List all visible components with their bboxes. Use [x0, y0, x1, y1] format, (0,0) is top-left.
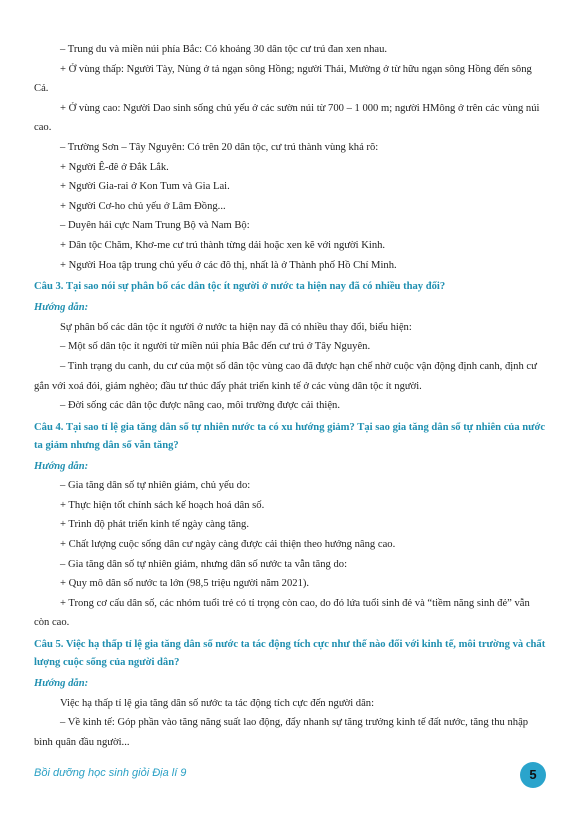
question-heading: Câu 5. Việc hạ thấp tỉ lệ gia tăng dân số nước ta tác động tích cực như thế nào đối với kinh tế, môi trường và chất lượng cuộc sống của người dân?	[34, 639, 546, 669]
body-paragraph: + Chất lượng cuộc sống dân cư ngày càng được cải thiện theo hướng nâng cao.	[60, 539, 396, 551]
body-paragraph: – Gia tăng dân số tự nhiên giảm, nhưng dân số nước ta vẫn tăng do:	[60, 558, 348, 570]
body-paragraph: + Ở vùng thấp: Người Tày, Nùng ở tả ngạn sông Hồng; người Thái, Mường ở từ hữu ngạn sông Hồng đến sông Cả.	[34, 63, 532, 95]
body-paragraph: + Người Gia-rai ở Kon Tum và Gia Lai.	[60, 181, 230, 193]
body-paragraph: – Gia tăng dân số tự nhiên giảm, chủ yếu do:	[60, 480, 251, 492]
body-paragraph: + Trình độ phát triển kinh tế ngày càng tăng.	[60, 519, 249, 531]
page-body	[34, 40, 546, 752]
body-paragraph: – Trường Sơn – Tây Nguyên: Có trên 20 dân tộc, cư trú thành vùng khá rõ:	[60, 141, 379, 153]
guide-heading: Hướng dẫn:	[34, 678, 89, 690]
body-paragraph: + Người Cơ-ho chủ yếu ở Lâm Đồng...	[60, 200, 226, 212]
body-paragraph: + Thực hiện tốt chính sách kế hoạch hoá dân số.	[60, 499, 265, 511]
body-paragraph: – Trung du và miền núi phía Bắc: Có khoảng 30 dân tộc cư trú đan xen nhau.	[60, 44, 388, 55]
body-paragraph: + Trong cơ cấu dân số, các nhóm tuổi trẻ có tỉ trọng còn cao, do đó lứa tuổi sinh đẻ và “tiềm năng sinh đẻ” vẫn còn cao.	[34, 597, 530, 629]
body-paragraph: + Người Ê-đê ở Đắk Lắk.	[60, 161, 169, 173]
book-title: Bồi dưỡng học sinh giỏi Địa lí 9	[34, 767, 187, 779]
body-paragraph: – Về kinh tế: Góp phần vào tăng năng suất lao động, đẩy nhanh sự tăng trưởng kinh tế đất nước, tăng thu nhập bình quân đầu người...	[34, 717, 529, 748]
body-paragraph: + Dân tộc Chăm, Khơ-me cư trú thành từng dải hoặc xen kẽ với người Kinh.	[60, 239, 386, 251]
page-footer	[34, 762, 546, 790]
question-heading: Câu 4. Tại sao tỉ lệ gia tăng dân số tự nhiên nước ta có xu hướng giảm? Tại sao gia tăng dân số tự nhiên của nước ta giảm nhưng dân số vẫn tăng?	[34, 421, 546, 451]
body-paragraph: – Tình trạng du canh, du cư của một số dân tộc vùng cao đã được hạn chế nhờ cuộc vận động định canh, định cư gắn với xoá đói, giảm nghèo; đầu tư thúc đẩy phát triển kinh tế ở các vùng dân tộc ít người.	[34, 360, 537, 392]
body-paragraph: Việc hạ thấp tỉ lệ gia tăng dân số nước ta tác động tích cực đến người dân:	[60, 697, 375, 709]
guide-heading: Hướng dẫn:	[34, 302, 89, 314]
body-paragraph: + Ở vùng cao: Người Dao sinh sống chủ yếu ở các sườn núi từ 700 – 1 000 m; người HMông ở trên các vùng núi cao.	[34, 102, 540, 134]
body-paragraph: – Đời sống các dân tộc được nâng cao, môi trường được cải thiện.	[60, 400, 340, 412]
body-paragraph: – Một số dân tộc ít người từ miền núi phía Bắc đến cư trú ở Tây Nguyên.	[60, 341, 371, 353]
guide-heading: Hướng dẫn:	[34, 460, 89, 472]
body-paragraph: Sự phân bố các dân tộc ít người ở nước ta hiện nay đã có nhiều thay đổi, biểu hiện:	[60, 321, 412, 333]
page-number-badge: 5	[520, 762, 546, 788]
question-heading: Câu 3. Tại sao nói sự phân bố các dân tộc ít người ở nước ta hiện nay đã có nhiều thay đổi?	[34, 281, 446, 293]
body-paragraph: – Duyên hải cực Nam Trung Bộ và Nam Bộ:	[60, 220, 250, 232]
body-paragraph: + Quy mô dân số nước ta lớn (98,5 triệu người năm 2021).	[60, 578, 310, 590]
body-paragraph: + Người Hoa tập trung chủ yếu ở các đô thị, nhất là ở Thành phố Hồ Chí Minh.	[60, 259, 397, 271]
